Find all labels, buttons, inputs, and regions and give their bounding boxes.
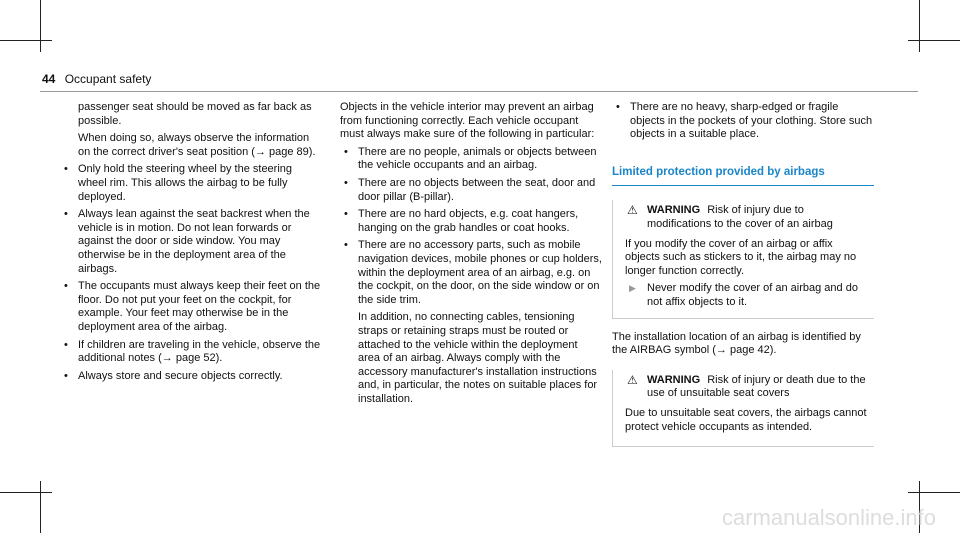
warning-heading: Risk of injury or death due to the use of unsuitable seat covers (647, 373, 866, 400)
list-item: • There are no accessory parts, such as mobile navigation devices, mobile phones or cup holders, within the deployment area of an airbag, e.g. on the cockpit, on the door, on the side window or on the side trim. (340, 239, 602, 307)
watermark: carmanualsonline.info (721, 505, 936, 530)
warning-box (612, 370, 874, 447)
paragraph: passenger seat should be moved as far back as possible. (78, 101, 312, 127)
bullet-list (612, 101, 874, 142)
crop-mark (40, 481, 41, 533)
warning-header (625, 204, 870, 231)
crop-mark (0, 492, 52, 493)
crop-mark (908, 40, 960, 41)
list-item: • There are no people, animals or objects between the vehicle occupants and an airbag. (340, 146, 602, 173)
list-item: • If children are traveling in the vehicle, observe the additional notes (→ page 52). (60, 339, 322, 366)
warning-heading: Risk of injury due to modifications to the cover of an airbag (647, 204, 833, 230)
header-divider (40, 91, 918, 92)
list-item: • There are no objects between the seat, door and door pillar (B-pillar). (340, 177, 602, 204)
list-item: • There are no heavy, sharp-edged or fragile objects in the pockets of your clothing. Store such objects in a suitable place. (612, 101, 874, 142)
list-item: • Always store and secure objects correctly. (60, 370, 322, 384)
paragraph: When doing so, always observe the information on the correct driver's seat position (→ page 89). (78, 132, 316, 158)
warning-title: WARNING (647, 373, 701, 386)
page-header (42, 72, 151, 86)
crop-mark (0, 40, 52, 41)
warning-box (612, 200, 874, 318)
bullet-list (340, 146, 602, 308)
list-item: • Only hold the steering wheel by the steering wheel rim. This allows the airbag to be fully deployed. (60, 163, 322, 204)
paragraph: The installation location of an airbag is identified by the AIRBAG symbol (→ page 42). (612, 330, 861, 357)
bullet-list (60, 163, 322, 383)
page-number: 44 (42, 72, 56, 86)
column-1 (60, 101, 322, 387)
section-divider (612, 185, 874, 186)
warning-title: WARNING (647, 204, 701, 217)
warning-body: If you modify the cover of an airbag or affix objects such as stickers to it, the airbag may no longer function correctly. (625, 237, 857, 277)
crop-mark (908, 492, 960, 493)
warning-action (625, 282, 870, 309)
paragraph: Objects in the vehicle interior may prevent an airbag from functioning correctly. Each vehicle occupant must always make sure of the following in particular: (340, 101, 595, 141)
column-2 (340, 101, 602, 410)
action-arrow-icon: ▶ (629, 283, 636, 294)
paragraph: In addition, no connecting cables, tensioning straps or retaining straps must be routed or attached to the vehicle within the deployment area of an airbag. Always comply with the accessory manufacturer's installation instructions and, in particular, the notes on suitable places for installation. (358, 311, 598, 405)
warning-triangle-icon: ⚠ (627, 203, 638, 218)
warning-action-text: Never modify the cover of an airbag and do not affix objects to it. (647, 282, 858, 308)
warning-header (625, 374, 870, 401)
list-item: • Always lean against the seat backrest when the vehicle is in motion. Do not lean forwards or against the door or side window. You may otherwise be in the deployment area of the airbags. (60, 208, 322, 276)
list-item: • The occupants must always keep their feet on the floor. Do not put your feet on the cockpit, for example. Your feet may otherwise be in the deployment area of the airbag. (60, 280, 322, 334)
section-name: Occupant safety (64, 72, 152, 86)
section-title: Limited protection provided by airbags (612, 165, 825, 178)
warning-body: Due to unsuitable seat covers, the airbags cannot protect vehicle occupants as intended. (625, 406, 867, 433)
column-3 (612, 101, 874, 459)
crop-mark (40, 0, 41, 52)
crop-mark (919, 0, 920, 52)
list-item: • There are no hard objects, e.g. coat hangers, hanging on the grab handles or coat hooks. (340, 208, 602, 235)
warning-triangle-icon: ⚠ (627, 372, 638, 387)
